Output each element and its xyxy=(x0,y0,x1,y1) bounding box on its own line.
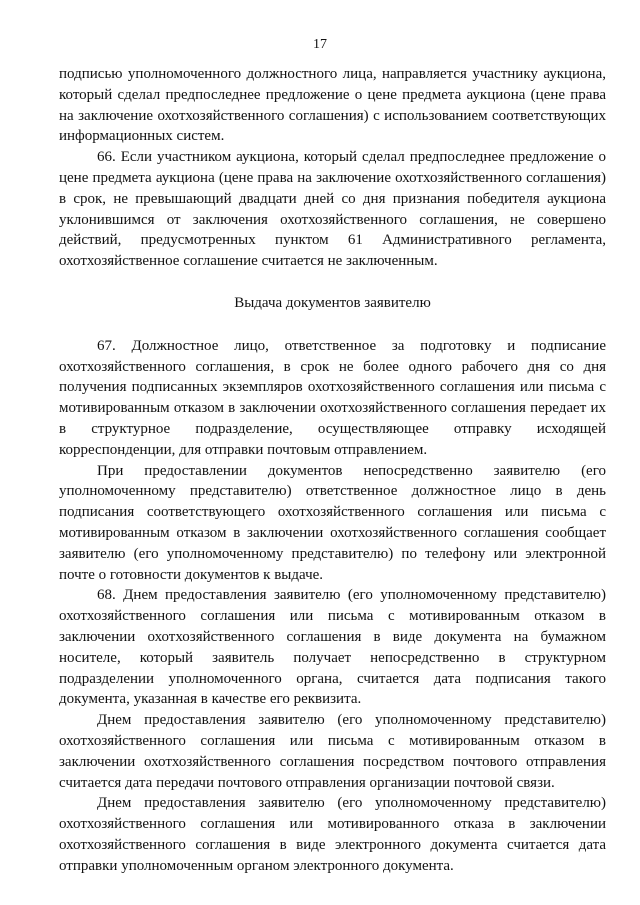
document-body xyxy=(59,64,606,876)
paragraph-67: 67. Должностное лицо, ответственное за подготовку и подписание охотхозяйственного соглашения, в срок не более одного рабочего дня со дня получения подписанных экземпляров охотхозяйственного соглашения или письма с мотивированным отказом в заключении охотхозяйственного соглашения передает их в структурное подразделение, осуществляющее отправку исходящей корреспонденции, для отправки почтовым отправлением. xyxy=(59,337,606,458)
paragraph-67-direct-delivery: При предоставлении документов непосредственно заявителю (его уполномоченному представителю) ответственное должностное лицо в день подписания соответствующего охотхозяйственного соглашения или письма с мотивированным отказом в заключении охотхозяйственного соглашения сообщает заявителю (его уполномоченному представителю) по телефону или электронной почте о готовности документов к выдаче. xyxy=(59,462,606,583)
paragraph-continuation: подписью уполномоченного должностного лица, направляется участнику аукциона, который сделал предпоследнее предложение о цене предмета аукциона (цене права на заключение охотхозяйственного соглашения) с использованием соответствующих информационных систем. xyxy=(59,66,606,145)
paragraph-68: 68. Днем предоставления заявителю (его уполномоченному представителю) охотхозяйственного соглашения или письма с мотивированным отказом в заключении охотхозяйственного соглашения в виде документа на бумажном носителе, который заявитель получает непосредственно в структурном подразделении уполномоченного органа, считается дата подписания такого документа, указанная в качестве его реквизита. xyxy=(59,587,606,708)
paragraph-66: 66. Если участником аукциона, который сделал предпоследнее предложение о цене предмета аукциона (цене права на заключение охотхозяйственного соглашения) в срок, не превышающий двадцати дней со дня признания победителя аукциона уклонившимся от заключения охотхозяйственного соглашения, не совершено действий, предусмотренных пунктом 61 Административного регламента, охотхозяйственное соглашение считается не заключенным. xyxy=(59,149,606,270)
paragraph-68-postal: Днем предоставления заявителю (его уполномоченному представителю) охотхозяйственного соглашения или письма с мотивированным отказом в заключении охотхозяйственного соглашения посредством почтового отправления считается дата передачи почтового отправления организации почтовой связи. xyxy=(59,712,606,791)
paragraph-68-electronic: Днем предоставления заявителю (его уполномоченному представителю) охотхозяйственного соглашения или мотивированного отказа в заключении охотхозяйственного соглашения в виде электронного документа считается дата отправки уполномоченным органом электронного документа. xyxy=(59,795,606,874)
section-heading: Выдача документов заявителю xyxy=(234,294,431,311)
page-number: 17 xyxy=(313,37,327,52)
